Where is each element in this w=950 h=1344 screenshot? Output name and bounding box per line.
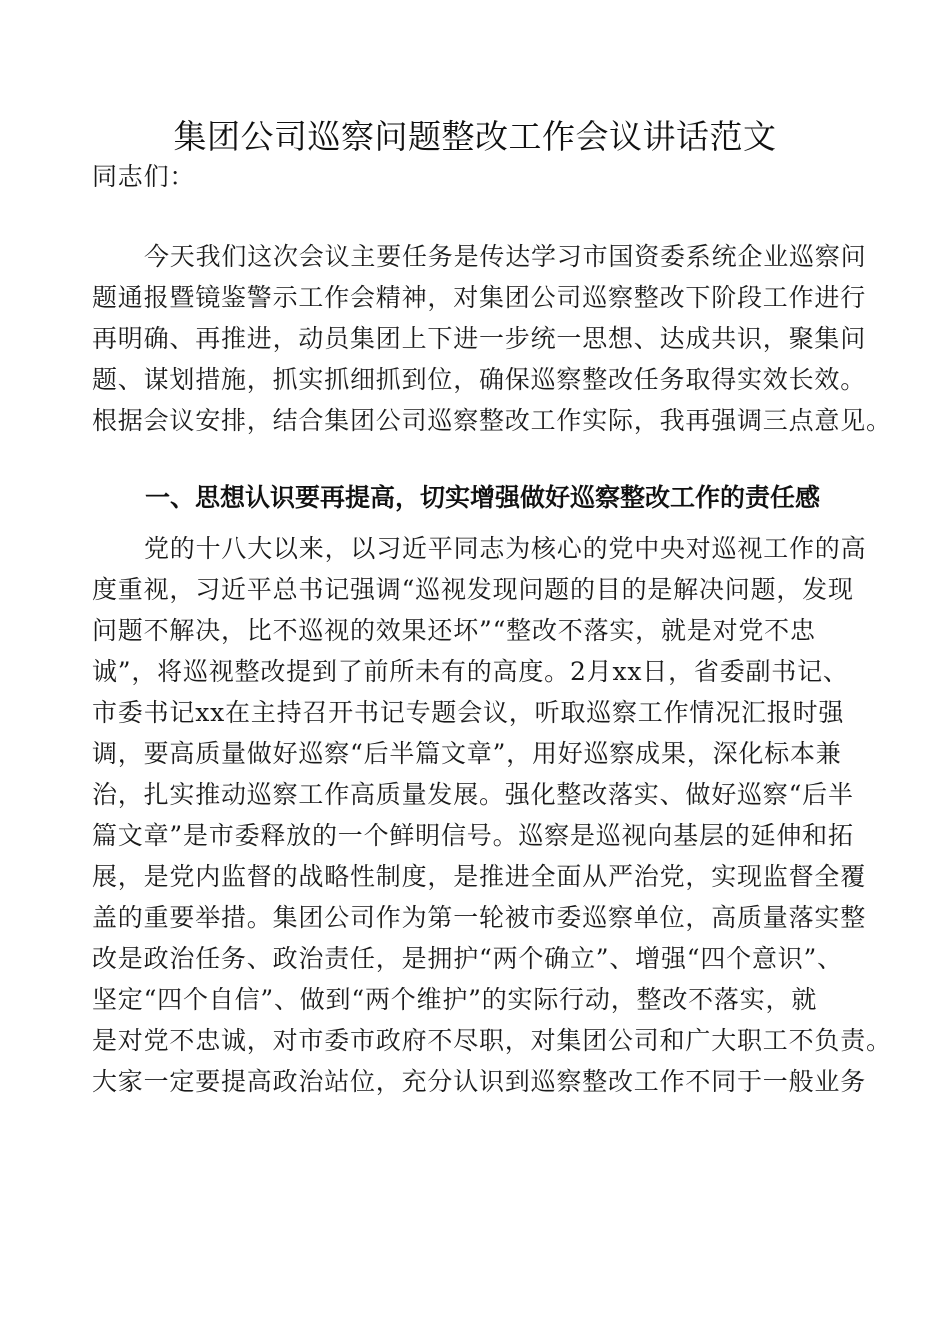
paragraph-line: 改是政治任务、政治责任，是拥护“两个确立”、增强“四个意识”、 bbox=[92, 944, 843, 973]
paragraph-line: 再明确、再推进，动员集团上下进一步统一思想、达成共识，聚集问 bbox=[92, 324, 867, 353]
paragraph-line: 调，要高质量做好巡察“后半篇文章”，用好巡察成果，深化标本兼 bbox=[92, 739, 842, 768]
section-heading: 一、思想认识要再提高，切实增强做好巡察整改工作的责任感 bbox=[145, 483, 821, 512]
paragraph-1 bbox=[92, 236, 892, 441]
paragraph-line: 题、谋划措施，抓实抓细抓到位，确保巡察整改任务取得实效长效。 bbox=[92, 365, 867, 394]
salutation: 同志们： bbox=[92, 162, 196, 191]
paragraph-2 bbox=[92, 528, 892, 1102]
paragraph-line: 大家一定要提高政治站位，充分认识到巡察整改工作不同于一般业务 bbox=[92, 1067, 867, 1096]
paragraph-line: 今天我们这次会议主要任务是传达学习市国资委系统企业巡察问 bbox=[144, 242, 867, 271]
paragraph-line: 根据会议安排，结合集团公司巡察整改工作实际，我再强调三点意见。 bbox=[92, 406, 892, 435]
paragraph-line: 治，扎实推动巡察工作高质量发展。强化整改落实、做好巡察“后半 bbox=[92, 780, 854, 809]
paragraph-line: 党的十八大以来，以习近平同志为核心的党中央对巡视工作的高 bbox=[144, 534, 867, 563]
paragraph-line: 问题不解决，比不巡视的效果还坏”“整改不落实，就是对党不忠 bbox=[92, 616, 816, 645]
paragraph-line: 是对党不忠诚，对市委市政府不尽职，对集团公司和广大职工不负责。 bbox=[92, 1026, 892, 1055]
paragraph-line: 市委书记xx在主持召开书记专题会议，听取巡察工作情况汇报时强 bbox=[92, 698, 845, 727]
paragraph-line: 篇文章”是市委释放的一个鲜明信号。巡察是巡视向基层的延伸和拓 bbox=[92, 821, 854, 850]
paragraph-line: 盖的重要举措。集团公司作为第一轮被市委巡察单位，高质量落实整 bbox=[92, 903, 867, 932]
paragraph-line: 度重视，习近平总书记强调“巡视发现问题的目的是解决问题，发现 bbox=[92, 575, 854, 604]
document-title: 集团公司巡察问题整改工作会议讲话范文 bbox=[173, 117, 777, 156]
paragraph-line: 诚”，将巡视整改提到了前所未有的高度。2月xx日，省委副书记、 bbox=[92, 657, 849, 686]
paragraph-line: 展，是党内监督的战略性制度，是推进全面从严治党，实现监督全覆 bbox=[92, 862, 867, 891]
paragraph-line: 坚定“四个自信”、做到“两个维护”的实际行动，整改不落实，就 bbox=[92, 985, 818, 1014]
paragraph-line: 题通报暨镜鉴警示工作会精神，对集团公司巡察整改下阶段工作进行 bbox=[92, 283, 867, 312]
